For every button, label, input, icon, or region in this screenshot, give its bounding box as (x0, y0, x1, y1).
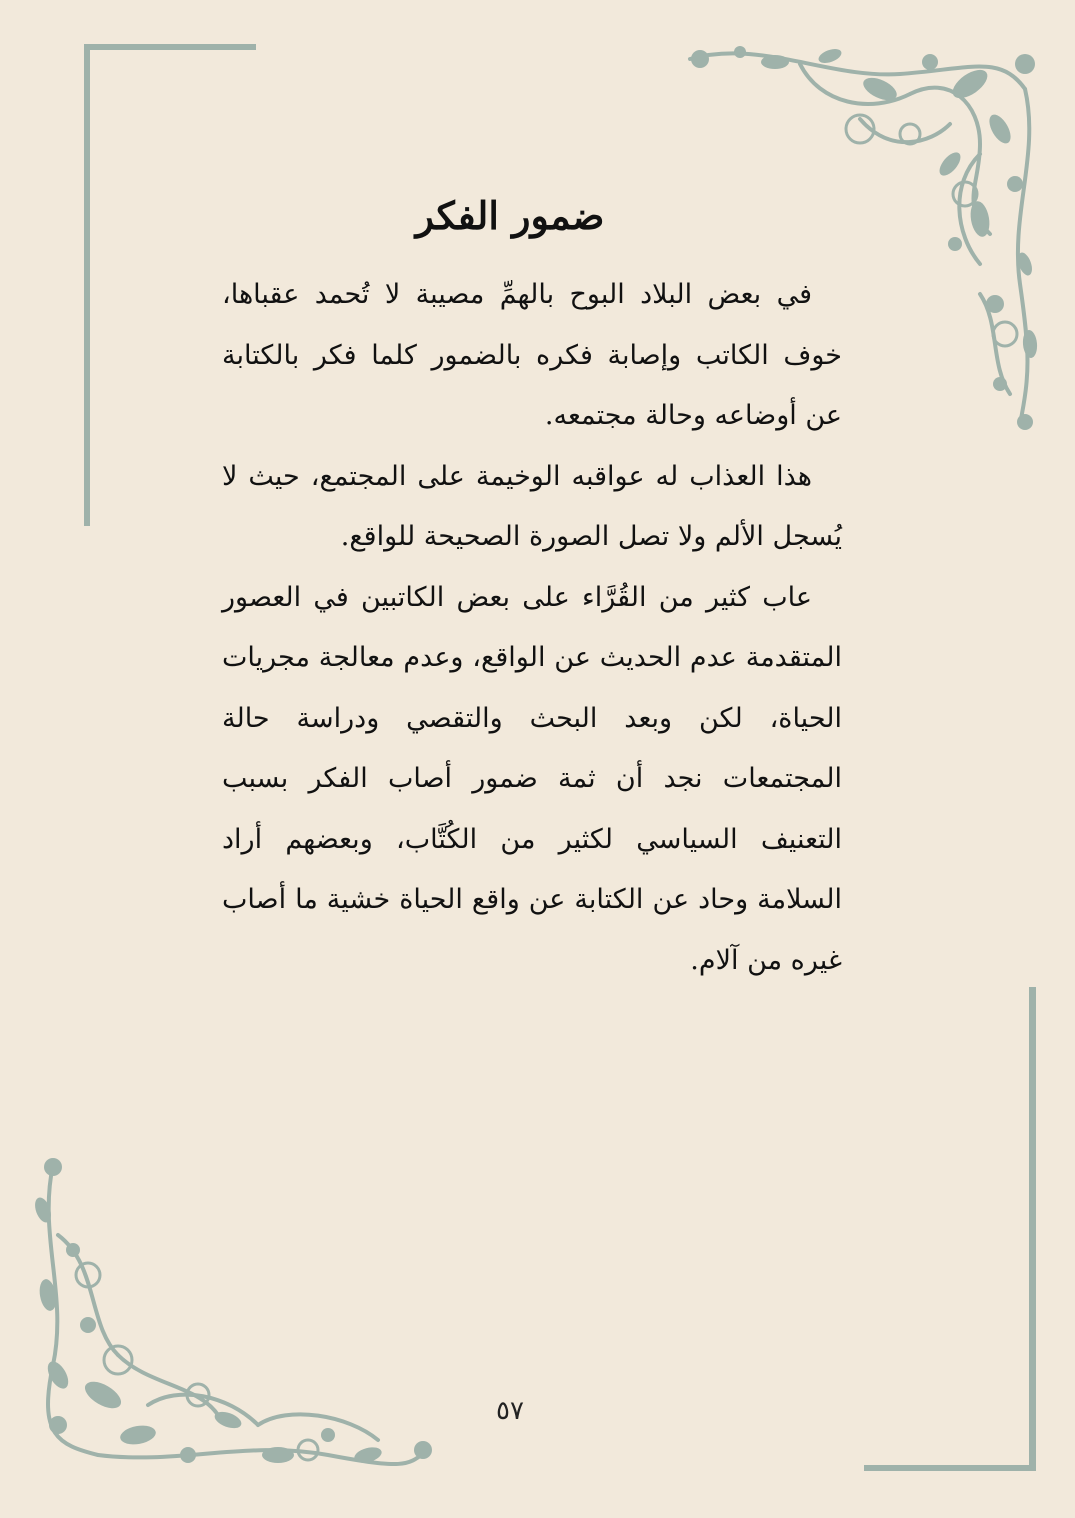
frame-top-left-horizontal (84, 44, 256, 50)
frame-top-left-vertical (84, 44, 90, 526)
page-number: ٥٧ (496, 1396, 524, 1426)
paragraph: عاب كثير من القُرَّاء على بعض الكاتبين في العصور المتقدمة عدم الحديث عن الواقع، وعدم معالجة مجريات الحياة، لكن وبعد البحث والتقصي ودراسة حالة المجتمعات نجد أن ثمة ضمور أصاب الفكر بسبب التعنيف السياسي لكثير من الكُتَّاب، وبعضهم أراد السلامة وحاد عن الكتابة عن واقع الحياة خشية ما أصاب غيره من آلام. (222, 581, 842, 976)
frame-bottom-right-horizontal (864, 1465, 1036, 1471)
paragraph: هذا العذاب له عواقبه الوخيمة على المجتمع، حيث لا يُسجل الألم ولا تصل الصورة الصحيحة للواقع. (222, 460, 842, 552)
page-title: ضمور الفكر (415, 193, 605, 238)
paragraph: في بعض البلاد البوح بالهمِّ مصيبة لا تُحمد عقباها، خوف الكاتب وإصابة فكره بالضمور كلما فكر بالكتابة عن أوضاعه وحالة مجتمعه. (222, 279, 842, 431)
frame-bottom-right-vertical (1029, 987, 1036, 1471)
floral-corner-bottom-left-icon (28, 1155, 433, 1480)
body-text (222, 265, 842, 991)
